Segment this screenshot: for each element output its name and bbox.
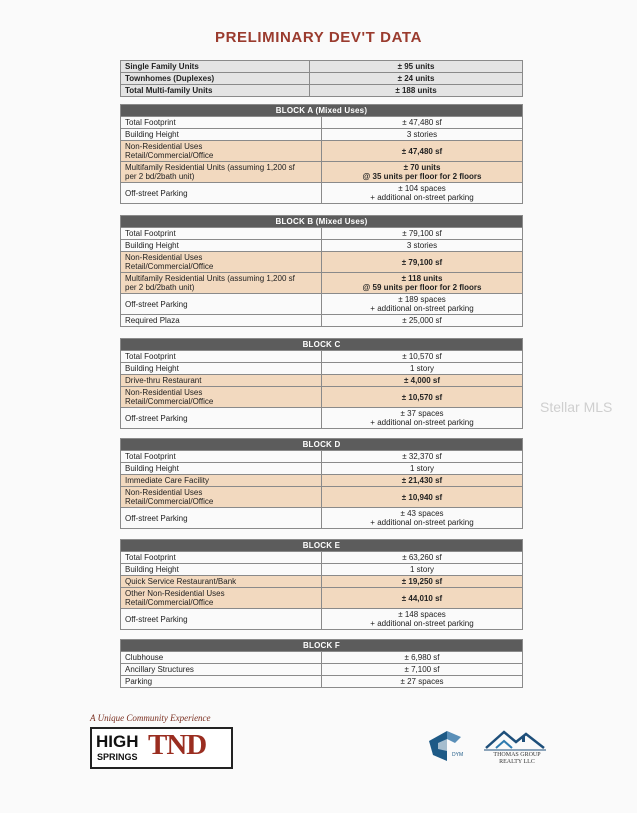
row-label-subline: per 2 bd/2bath unit) [125, 172, 195, 181]
row-label [121, 463, 322, 475]
row-value-line: ± 10,570 sf [401, 392, 443, 402]
table-row [121, 652, 523, 664]
row-value-line: 3 stories [406, 241, 438, 250]
row-value [322, 375, 523, 387]
row-value-line: ± 6,980 sf [404, 653, 440, 662]
row-label-line: Building Height [125, 565, 179, 574]
table-row [121, 564, 523, 576]
row-label [121, 315, 322, 327]
table-row [121, 315, 523, 327]
table-row [121, 240, 523, 252]
row-label [121, 588, 322, 609]
block-header: BLOCK B (Mixed Uses) [121, 216, 523, 228]
row-label [121, 487, 322, 508]
thomas-group-house-icon [480, 724, 550, 754]
row-label [121, 387, 322, 408]
row-value [322, 576, 523, 588]
row-label-subline: Retail/Commercial/Office [125, 397, 214, 406]
row-value [322, 273, 523, 294]
block-header-row [121, 105, 523, 117]
row-value [322, 315, 523, 327]
block-c-table [120, 338, 523, 429]
row-label [121, 228, 322, 240]
row-value [322, 141, 523, 162]
block-d-table [120, 438, 523, 529]
row-label [121, 141, 322, 162]
row-label-line: Ancillary Structures [125, 665, 194, 674]
row-value [322, 363, 523, 375]
table-row [121, 463, 523, 475]
table-row [121, 183, 523, 204]
page-title: PRELIMINARY DEV'T DATA [214, 29, 423, 46]
block-f-table [120, 639, 523, 688]
table-row [121, 351, 523, 363]
row-label-line: Off-street Parking [125, 188, 188, 198]
row-label-line: Building Height [125, 241, 179, 250]
table-row [121, 475, 523, 487]
row-label-subline: Retail/Commercial/Office [125, 262, 214, 271]
table-row [121, 117, 523, 129]
row-value [322, 475, 523, 487]
table-row [121, 451, 523, 463]
table-row [121, 85, 523, 97]
row-value-line: 1 story [409, 565, 434, 574]
row-value-line: 1 story [409, 364, 434, 373]
row-label [121, 351, 322, 363]
row-value [322, 387, 523, 408]
row-value [322, 652, 523, 664]
row-value-line: ± 47,480 sf [401, 146, 443, 156]
row-value-subline: + additional on-street parking [370, 518, 474, 527]
row-label [121, 508, 322, 529]
row-label-subline: Retail/Commercial/Office [125, 497, 214, 506]
row-value [322, 451, 523, 463]
row-value [322, 609, 523, 630]
row-label-line: Total Footprint [125, 229, 176, 238]
row-value-line: ± 63,260 sf [402, 553, 442, 562]
row-label [121, 475, 322, 487]
row-value [322, 183, 523, 204]
row-value: ± 24 units [310, 73, 523, 85]
block-header-row [121, 640, 523, 652]
block-header-row [121, 216, 523, 228]
row-label [121, 252, 322, 273]
row-value [322, 487, 523, 508]
block-header: BLOCK D [121, 439, 523, 451]
table-row [121, 141, 523, 162]
row-value [322, 508, 523, 529]
row-value [322, 294, 523, 315]
row-value-line: ± 44,010 sf [401, 593, 443, 603]
table-row [121, 294, 523, 315]
row-label-line: Non-Residential Uses [125, 488, 203, 497]
row-label-line: Total Footprint [125, 352, 176, 361]
row-value [322, 351, 523, 363]
row-value [322, 463, 523, 475]
row-value-line: ± 47,480 sf [402, 118, 442, 127]
high-springs-tnd-logo [90, 727, 233, 769]
row-label [121, 363, 322, 375]
row-value-line: ± 37 spaces [400, 409, 444, 418]
logo-springs-text: SPRINGS [97, 752, 138, 762]
row-value-subline: @ 35 units per floor for 2 floors [362, 172, 482, 181]
row-value-line: 1 story [409, 464, 434, 473]
thomas-group-sub: REALTY LLC [499, 759, 535, 765]
row-label [121, 117, 322, 129]
row-label-line: Non-Residential Uses [125, 253, 203, 262]
block-header-row [121, 540, 523, 552]
block-header-row [121, 339, 523, 351]
row-label [121, 408, 322, 429]
dym-label: DYM [452, 752, 464, 758]
row-value-line: 3 stories [406, 130, 438, 139]
block-header: BLOCK F [121, 640, 523, 652]
row-value [322, 664, 523, 676]
row-label [121, 676, 322, 688]
block-a-table [120, 104, 523, 204]
row-value-subline: + additional on-street parking [370, 193, 474, 202]
row-value [322, 408, 523, 429]
row-value [322, 129, 523, 141]
row-label-line: Off-street Parking [125, 513, 188, 523]
row-value [322, 252, 523, 273]
table-row [121, 576, 523, 588]
row-value-line: ± 189 spaces [398, 295, 446, 304]
row-label-line: Multifamily Residential Units (assuming 1,200 sf [125, 163, 295, 172]
table-row [121, 252, 523, 273]
row-value-line: ± 7,100 sf [404, 665, 440, 674]
block-header-row [121, 439, 523, 451]
block-e-table [120, 539, 523, 630]
row-label-line: Clubhouse [125, 653, 164, 662]
table-row [121, 487, 523, 508]
row-value-line: ± 104 spaces [398, 184, 446, 193]
row-label [121, 652, 322, 664]
row-label [121, 664, 322, 676]
row-label: Single Family Units [121, 61, 310, 73]
row-label-line: Building Height [125, 130, 179, 139]
row-value-line: ± 118 units [401, 274, 443, 283]
row-label-line: Non-Residential Uses [125, 388, 203, 397]
table-row [121, 129, 523, 141]
row-label [121, 129, 322, 141]
block-b-table [120, 215, 523, 327]
table-row [121, 162, 523, 183]
row-value-line: ± 4,000 sf [404, 376, 440, 385]
table-row [121, 588, 523, 609]
row-value [322, 588, 523, 609]
row-label-line: Quick Service Restaurant/Bank [125, 577, 237, 586]
table-row [121, 552, 523, 564]
row-label-line: Drive-thru Restaurant [125, 376, 202, 385]
row-value-subline: + additional on-street parking [370, 619, 474, 628]
table-row [121, 228, 523, 240]
row-value [322, 564, 523, 576]
row-label [121, 576, 322, 588]
row-label [121, 564, 322, 576]
row-label-subline: Retail/Commercial/Office [125, 151, 214, 160]
row-label-subline: per 2 bd/2bath unit) [125, 283, 195, 292]
row-label-line: Off-street Parking [125, 413, 188, 423]
row-value [322, 676, 523, 688]
row-label-line: Other Non-Residential Uses [125, 589, 225, 598]
row-value [322, 117, 523, 129]
thomas-group-text [482, 752, 552, 766]
block-header: BLOCK A (Mixed Uses) [121, 105, 523, 117]
row-value-line: ± 32,370 sf [402, 452, 442, 461]
logo-high-text: HIGH [96, 732, 139, 751]
table-row [121, 363, 523, 375]
row-label [121, 183, 322, 204]
row-label-line: Building Height [125, 364, 179, 373]
row-label-line: Total Footprint [125, 118, 176, 127]
row-label [121, 294, 322, 315]
row-value-line: ± 25,000 sf [402, 316, 442, 325]
row-value: ± 188 units [310, 85, 523, 97]
row-label [121, 451, 322, 463]
row-value-line: ± 43 spaces [400, 509, 444, 518]
table-row [121, 609, 523, 630]
row-label [121, 273, 322, 294]
watermark: Stellar MLS [540, 399, 613, 415]
row-value [322, 228, 523, 240]
row-value [322, 240, 523, 252]
row-label [121, 162, 322, 183]
row-label: Total Multi-family Units [121, 85, 310, 97]
row-value-line: ± 148 spaces [398, 610, 446, 619]
table-row [121, 375, 523, 387]
row-label: Townhomes (Duplexes) [121, 73, 310, 85]
row-label-line: Non-Residential Uses [125, 142, 203, 151]
row-label-line: Total Footprint [125, 553, 176, 562]
row-label-line: Required Plaza [125, 316, 180, 325]
block-header: BLOCK C [121, 339, 523, 351]
row-label-subline: Retail/Commercial/Office [125, 598, 214, 607]
row-value-line: ± 79,100 sf [402, 229, 442, 238]
row-label-line: Off-street Parking [125, 299, 188, 309]
row-value-line: ± 70 units [403, 163, 441, 172]
table-row [121, 61, 523, 73]
row-value-subline: + additional on-street parking [370, 304, 474, 313]
table-row [121, 664, 523, 676]
row-label [121, 240, 322, 252]
row-value-line: ± 79,100 sf [401, 257, 443, 267]
row-label-line: Immediate Care Facility [125, 476, 210, 485]
table-row [121, 73, 523, 85]
row-value-line: ± 19,250 sf [401, 577, 443, 586]
table-row [121, 387, 523, 408]
thomas-group-name: THOMAS GROUP [493, 752, 541, 758]
logo-tnd-text: TND [148, 729, 207, 761]
row-label-line: Building Height [125, 464, 179, 473]
row-label [121, 375, 322, 387]
row-value: ± 95 units [310, 61, 523, 73]
row-value-line: ± 10,570 sf [402, 352, 442, 361]
row-value [322, 552, 523, 564]
row-label-line: Off-street Parking [125, 614, 188, 624]
row-label-line: Multifamily Residential Units (assuming 1,200 sf [125, 274, 295, 283]
block-header: BLOCK E [121, 540, 523, 552]
table-row [121, 408, 523, 429]
row-label-line: Parking [125, 677, 153, 686]
row-label [121, 552, 322, 564]
tagline: A Unique Community Experience [90, 713, 211, 723]
table-row [121, 508, 523, 529]
row-value-line: ± 27 spaces [400, 677, 444, 686]
row-value [322, 162, 523, 183]
table-row [121, 273, 523, 294]
row-value-line: ± 10,940 sf [401, 492, 443, 502]
row-value-subline: + additional on-street parking [370, 418, 474, 427]
row-label-line: Total Footprint [125, 452, 176, 461]
table-row [121, 676, 523, 688]
row-label [121, 609, 322, 630]
row-value-line: ± 21,430 sf [401, 476, 443, 485]
row-value-subline: @ 59 units per floor for 2 floors [362, 283, 482, 292]
summary-table [120, 60, 523, 97]
